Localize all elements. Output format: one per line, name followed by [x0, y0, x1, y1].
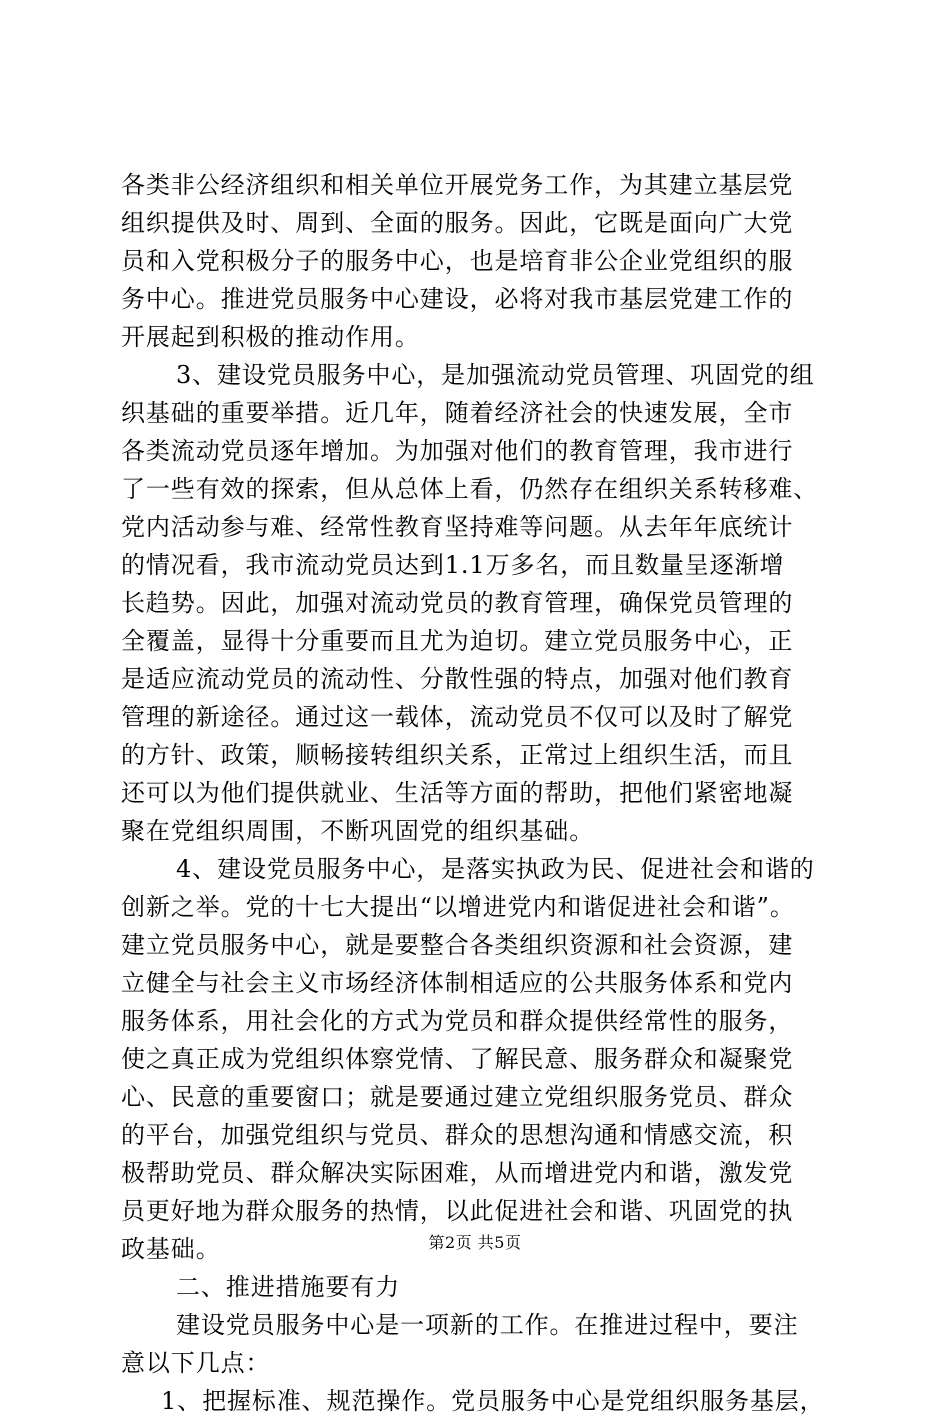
text-line: 1、把握标准、规范操作。党员服务中心是党组织服务基层，	[161, 1387, 825, 1415]
page-footer: 第2页 共5页	[428, 1233, 522, 1252]
text-line: 组织提供及时、周到、全面的服务。因此，它既是面向广大党	[121, 209, 794, 237]
text-line: 长趋势。因此，加强对流动党员的教育管理，确保党员管理的	[121, 589, 794, 617]
text-line: 的情况看，我市流动党员达到1.1万多名，而且数量呈逐渐增	[121, 551, 785, 579]
text-line: 的平台，加强党组织与党员、群众的思想沟通和情感交流，积	[121, 1121, 794, 1149]
text-line: 务中心。推进党员服务中心建设，必将对我市基层党建工作的	[121, 285, 794, 313]
text-line: 聚在党组织周围，不断巩固党的组织基础。	[121, 817, 595, 845]
text-line: 的方针、政策，顺畅接转组织关系，正常过上组织生活，而且	[121, 741, 794, 769]
text-line: 管理的新途径。通过这一载体，流动党员不仅可以及时了解党	[121, 703, 794, 731]
text-line: 创新之举。党的十七大提出“以增进党内和谐促进社会和谐”。	[121, 893, 795, 921]
text-line: 是适应流动党员的流动性、分散性强的特点，加强对他们教育	[121, 665, 794, 693]
text-line: 还可以为他们提供就业、生活等方面的帮助，把他们紧密地凝	[121, 779, 794, 807]
text-line: 政基础。	[121, 1235, 221, 1263]
text-line: 了一些有效的探索，但从总体上看，仍然存在组织关系转移难、	[121, 475, 819, 503]
text-line: 建设党员服务中心是一项新的工作。在推进过程中，要注	[176, 1311, 799, 1339]
text-line: 党内活动参与难、经常性教育坚持难等问题。从去年年底统计	[121, 513, 794, 541]
text-line: 各类流动党员逐年增加。为加强对他们的教育管理，我市进行	[121, 437, 794, 465]
text-line: 员和入党积极分子的服务中心，也是培育非公企业党组织的服	[121, 247, 794, 275]
text-line: 开展起到积极的推动作用。	[121, 323, 420, 351]
text-line: 心、民意的重要窗口；就是要通过建立党组织服务党员、群众	[121, 1083, 794, 1111]
text-line: 3、建设党员服务中心，是加强流动党员管理、巩固党的组	[176, 361, 815, 389]
document-body	[121, 166, 836, 1420]
text-line: 建立党员服务中心，就是要整合各类组织资源和社会资源，建	[121, 931, 794, 959]
text-line: 使之真正成为党组织体察党情、了解民意、服务群众和凝聚党	[121, 1045, 794, 1073]
text-line: 极帮助党员、群众解决实际困难，从而增进党内和谐，激发党	[121, 1159, 794, 1187]
text-line: 意以下几点：	[121, 1349, 271, 1377]
text-line: 织基础的重要举措。近几年，随着经济社会的快速发展，全市	[121, 399, 794, 427]
text-line: 二、推进措施要有力	[176, 1273, 401, 1301]
text-line: 4、建设党员服务中心，是落实执政为民、促进社会和谐的	[176, 855, 815, 883]
text-line: 全覆盖，显得十分重要而且尤为迫切。建立党员服务中心，正	[121, 627, 794, 655]
text-line: 立健全与社会主义市场经济体制相适应的公共服务体系和党内	[121, 969, 794, 997]
text-line: 员更好地为群众服务的热情，以此促进社会和谐、巩固党的执	[121, 1197, 794, 1225]
text-line: 各类非公经济组织和相关单位开展党务工作，为其建立基层党	[121, 171, 794, 199]
text-line: 服务体系，用社会化的方式为党员和群众提供经常性的服务，	[121, 1007, 794, 1035]
